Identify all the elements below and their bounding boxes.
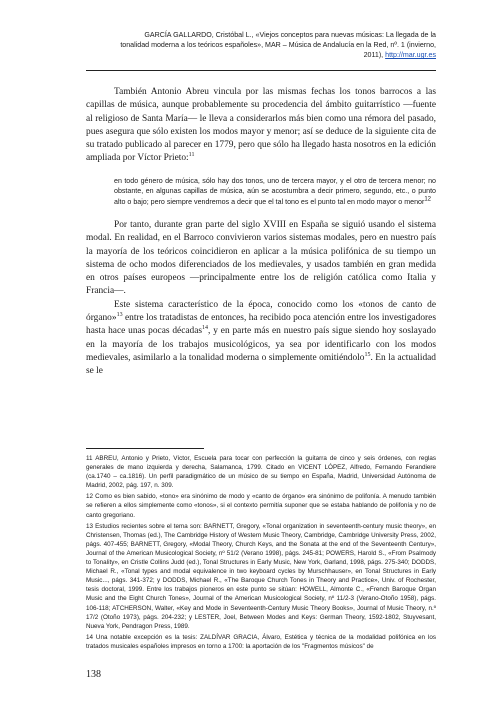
- footnote-11: 11 ABREU, Antonio y Prieto, Víctor, Escuela para tocar con perfección la guitarra de cinco y seis órdenes, con reglas generales de mano izquierda y derecha, Salamanca, 1799. Citado en VICENT LÓPEZ, Alfredo, Fernando Ferandiere (ca.1740 – ca.1816). Un perfil paradigmático de un músico de su tiempo en España, Madrid, Universidad Autónoma de Madrid, 2002, pág. 197, n. 309.: [86, 455, 436, 490]
- citation-date: 2011),: [363, 51, 386, 59]
- paragraph-3-text-a: Este sistema característico de la época, conocido como los «tonos de canto de órgano»: [86, 299, 436, 324]
- citation-line-3: [96, 50, 436, 60]
- footnote-ref-15[interactable]: 15: [364, 351, 371, 358]
- footnote-13: 13 Estudios recientes sobre el tema son: BARNETT, Gregory, «Tonal organization in seventeenth-century music theory», en Christensen, Thomas (ed.), The Cambridge History of Western Music Theory, Cambridge, Cambridge University Press, 2002, págs. 407-455; BARNETT, Gregory, «Modal Theory, Church Keys, and the Sonata at the end of the Seventeenth Century», Journal of the American Musicological Society, nº 51/2 (Verano 1998), págs. 245-81; POWERS, Harold S., «From Psalmody to Tonality», en Cristle Collins Judd (ed.), Tonal Structures in Early Music, New York, Garland, 1998, págs. 275-340; DODDS, Michael R., «Tonal types and modal equivalence in two keyboard cycles by Murschhauser», en Tonal Structures in Early Music..., págs. 341-372; y DODDS, Michael R., «The Baroque Church Tones in Theory and Practice», Univ. of Rochester, tesis doctoral, 1999. Entre los trabajos pioneros en este punto se sitúan: HOWELL, Almonte C., «French Baroque Organ Music and the Eight Church Tones», Journal of the American Musicological Society, nº 11/2-3 (Verano-Otoño 1958), págs. 106-118; ATCHERSON, Walter, «Key and Mode in Seventeenth-Century Music Theory Books», Journal of Music Theory, n.º 17/2 (Otoño 1973), págs. 204-232; y LESTER, Joel, Between Modes and Keys: German Theory, 1592-1802, Stuyvesant, Nueva York, Pendragon Press, 1989.: [86, 522, 436, 630]
- paragraph-3: [86, 299, 436, 379]
- footnote-14: 14 Una notable excepción es la tesis: ZALDÍVAR GRACIA, Álvaro, Estética y técnica de la modalidad polifónica en los tratados musicales españoles impresos en torno a 1700: la aportación de los "Fragmentos músicos" de: [86, 633, 436, 650]
- citation-line-2: tonalidad moderna a los teóricos españoles», MAR – Música de Andalucía en la Red, nº. 1 (invierno,: [120, 41, 436, 49]
- paragraph-1-text: También Antonio Abreu vincula por las mismas fechas los tonos barrocos a las capillas de música, aunque probablemente su procedencia del ámbito guitarrístico —fuente al religioso de Santa María— le lleva a considerarlos más bien como una rémora del pasado, pues asegura que sólo existen los modos mayor y menor; así se deduce de la siguiente cita de su tratado publicado al parecer en 1779, pero que sólo ha llegado hasta nosotros en la edición ampliada por Víctor Prieto:: [86, 87, 436, 164]
- footnote-ref-11[interactable]: 11: [188, 152, 195, 159]
- citation-line-1: GARCÍA GALLARDO, Cristóbal L., «Viejos conceptos para nuevas músicas: La llegada de la: [144, 31, 436, 39]
- header-divider: [86, 70, 436, 71]
- footnote-ref-14[interactable]: 14: [202, 325, 209, 332]
- footnotes: [86, 454, 436, 653]
- paragraph-3-text-b: entre los tratadistas de entonces, ha recibido poca atención entre los investigadores hasta hace unas pocas décadas: [86, 313, 436, 337]
- block-quote-text: en todo género de música, sólo hay dos tonos, uno de tercera mayor, y el otro de tercera menor; no obstante, en algunas capillas de música, aún se acostumbra a decir primero, segundo, etc., o punto alto o bajo; pero siempre vendremos a decir que el tal tono es el punto tal en modo mayor o menor: [114, 176, 436, 206]
- footnote-divider: [86, 448, 204, 449]
- main-text: [86, 86, 436, 379]
- paragraph-1: [86, 86, 436, 166]
- running-header: [96, 30, 436, 60]
- footnote-12: 12 Como es bien sabido, «tono» era sinónimo de modo y «canto de órgano» era sinónimo de polifonía. A menudo también se refieren a ellos simplemente como «tonos», si el contexto permitía suponer que se estaba hablando de polifonía y no de canto gregoriano.: [86, 493, 436, 519]
- paragraph-2: Por tanto, durante gran parte del siglo XVIII en España se siguió usando el sistema modal. En realidad, en el Barroco convivieron varios sistemas modales, pero en nuestro país la mayoría de los teóricos coincidieron en aplicar a la música polifónica de su tiempo un sistema de ocho modos diferenciados de los medievales, y usados también en gran medida en otros países europeos —principalmente entre los de religión católica como Italia y Francia—.: [86, 220, 436, 297]
- footnote-ref-12[interactable]: 12: [424, 196, 432, 203]
- block-quote: [114, 176, 436, 207]
- paragraph-3-text-d: . En la actualidad se le: [86, 352, 436, 377]
- paragraph-3-text-c: , y en parte más en nuestro país sigue siendo hoy soslayado en la mayoría de los trabajos musicológicos, ya sea por identificarlo con los modos medievales, asimilarlo a la tonalidad moderna o simplemente omitiéndolo: [86, 326, 436, 363]
- page-number: 138: [86, 669, 101, 680]
- journal-link[interactable]: http://mar.ugr.es: [385, 51, 436, 59]
- footnote-ref-13[interactable]: 13: [116, 311, 123, 318]
